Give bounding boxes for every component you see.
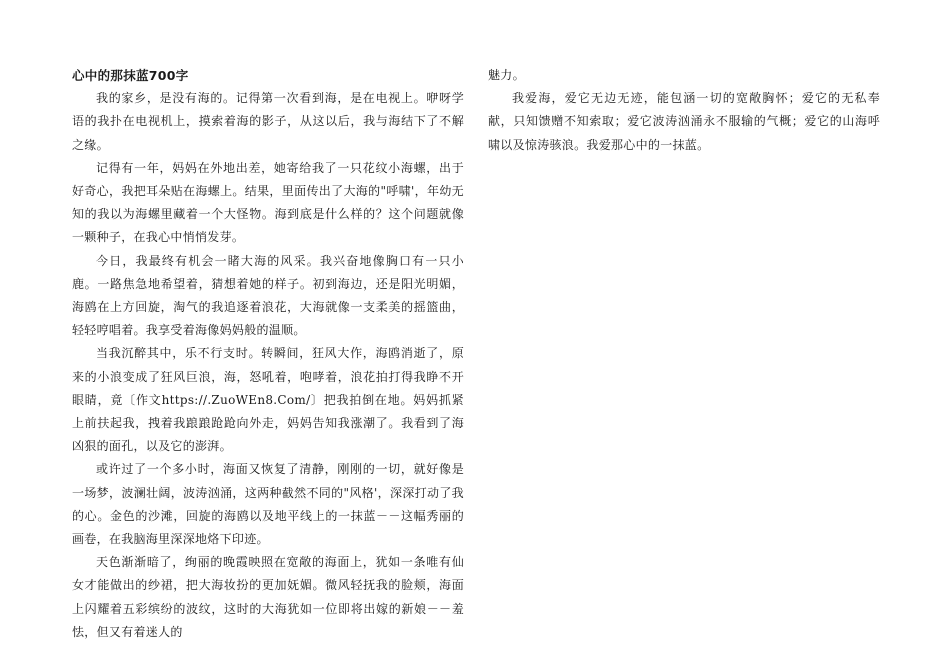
- right-column: [488, 64, 880, 157]
- paragraph-6-continuation: 魅力。: [488, 68, 525, 82]
- paragraph-1: 我的家乡，是没有海的。记得第一次看到海，是在电视上。咿呀学语的我扑在电视机上，摸索着海的影子，从这以后，我与海结下了不解之缘。: [72, 91, 464, 152]
- left-column: [72, 64, 464, 644]
- document-title: 心中的那抹蓝700字: [72, 68, 189, 83]
- paragraph-2: 记得有一年，妈妈在外地出差，她寄给我了一只花纹小海螺，出于好奇心，我把耳朵贴在海螺上。结果，里面传出了大海的"呼啸'，年幼无知的我以为海螺里藏着一个大怪物。海到底是什么样的？这个问题就像一颗种子，在我心中悄悄发芽。: [72, 160, 464, 245]
- paragraph-4: 当我沉醉其中，乐不行支时。转瞬间，狂风大作，海鸥消逝了，原来的小浪变成了狂风巨浪，海，怒吼着，咆哮着，浪花拍打得我睁不开眼睛，竟〔作文https://.ZuoWEn8.Com/〕把我拍倒在地。妈妈抓紧上前扶起我，拽着我踉踉跄跄向外走，妈妈告知我涨潮了。我看到了海凶狠的面孔，以及它的澎湃。: [72, 346, 464, 454]
- paragraph-7: 我爱海，爱它无边无迹，能包涵一切的宽敞胸怀；爱它的无私奉献，只知馈赠不知索取；爱它波涛汹涌永不服输的气概；爱它的山海呼啸以及惊涛骇浪。我爱那心中的一抹蓝。: [488, 91, 880, 152]
- paragraph-5: 或许过了一个多小时，海面又恢复了清静，刚刚的一切，就好像是一场梦，波澜壮阔，波涛汹涌，这两种截然不同的"风格'，深深打动了我的心。金色的沙滩，回旋的海鸥以及地平线上的一抹蓝－－这幅秀丽的画卷，在我脑海里深深地烙下印迹。: [72, 462, 464, 547]
- paragraph-3: 今日，我最终有机会一睹大海的风采。我兴奋地像胸口有一只小鹿。一路焦急地希望着，猜想着她的样子。初到海边，还是阳光明媚，海鸥在上方回旋，淘气的我追逐着浪花，大海就像一支柔美的摇篮曲，轻轻哼唱着。我享受着海像妈妈般的温顺。: [72, 253, 464, 338]
- paragraph-6: 天色渐渐暗了，绚丽的晚霞映照在宽敞的海面上，犹如一条唯有仙女才能做出的纱裙，把大海妆扮的更加妩媚。微风轻抚我的脸颊，海面上闪耀着五彩缤纷的波纹，这时的大海犹如一位即将出嫁的新娘－－羞怯，但又有着迷人的: [72, 555, 464, 639]
